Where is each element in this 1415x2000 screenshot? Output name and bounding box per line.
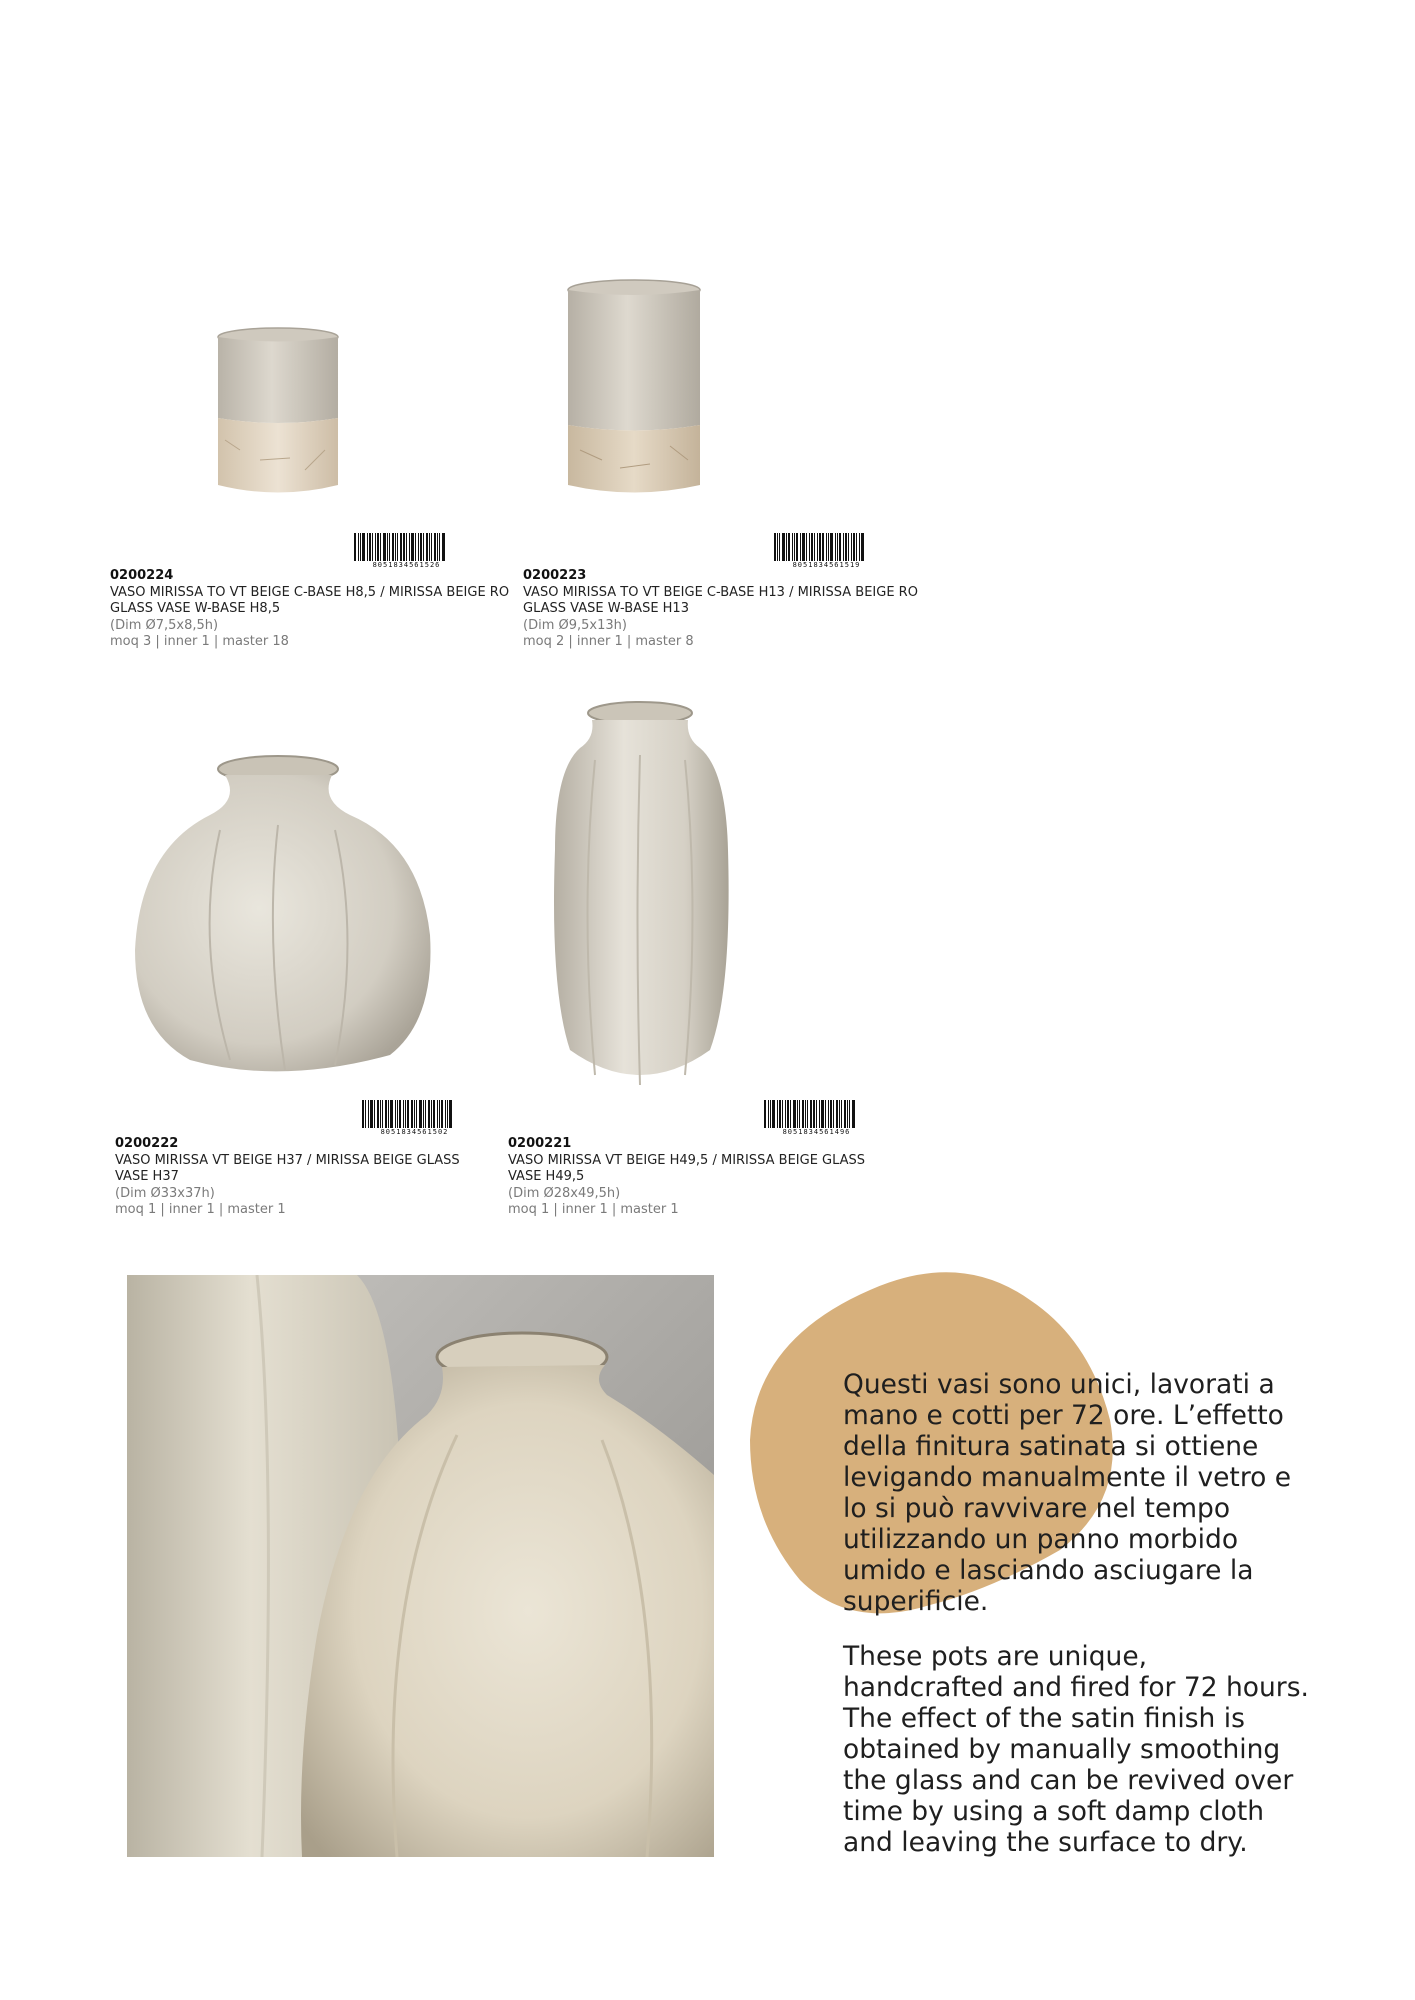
product-info	[508, 1136, 878, 1219]
barcode-0200223	[774, 533, 879, 569]
barcode-bar	[806, 533, 807, 561]
barcode-bar	[380, 1100, 381, 1128]
barcode-number: 8051834561519	[792, 561, 861, 569]
barcode-bar	[777, 1100, 778, 1128]
barcode-bar	[437, 1100, 438, 1128]
barcode-bar	[770, 1100, 771, 1128]
product-0200221[interactable]	[500, 690, 900, 1230]
barcode-bar	[805, 1100, 806, 1128]
barcode-bar	[813, 1100, 815, 1128]
description-english: These pots are unique, handcrafted and fired for 72 hours. The effect of the satin finish is obtained by manually smoothing the glass and can be revived over time by using a soft damp cloth and leaving the surface to dry.	[843, 1641, 1309, 1858]
product-info	[110, 568, 510, 651]
barcode-bar	[790, 1100, 791, 1128]
barcode-bar	[434, 533, 436, 561]
barcode-0200222	[362, 1100, 467, 1136]
barcode-bar	[377, 533, 379, 561]
barcode-bar	[354, 533, 356, 561]
barcode-bar	[397, 533, 398, 561]
product-code: 0200224	[110, 568, 174, 583]
product-packaging: moq 2 | inner 1 | master 8	[523, 634, 694, 649]
barcode-bar	[426, 533, 428, 561]
product-name: VASO MIRISSA VT BEIGE H49,5 / MIRISSA BEIGE GLASS VASE H49,5	[508, 1152, 866, 1184]
barcode-bar	[817, 533, 818, 561]
barcode-bar	[372, 533, 373, 561]
barcode-bar	[816, 1100, 817, 1128]
barcode-bar	[782, 1100, 783, 1128]
barcode-bar	[445, 1100, 446, 1128]
barcode-bars	[362, 1100, 467, 1128]
barcode-bar	[802, 1100, 804, 1128]
barcode-bar	[807, 1100, 808, 1128]
barcode-bar	[407, 1100, 409, 1128]
barcode-bar	[793, 1100, 796, 1128]
barcode-bar	[859, 533, 860, 561]
barcode-bar	[418, 533, 419, 561]
barcode-bar	[397, 1100, 398, 1128]
barcode-bar	[837, 533, 838, 561]
barcode-bar	[395, 1100, 396, 1128]
barcode-bar	[828, 533, 829, 561]
barcode-bar	[800, 533, 801, 561]
product-code: 0200221	[508, 1136, 572, 1151]
product-dimensions: (Dim Ø7,5x8,5h)	[110, 617, 219, 633]
barcode-bar	[370, 1100, 373, 1128]
barcode-bar	[425, 1100, 426, 1128]
barcode-bar	[411, 533, 414, 561]
barcode-bar	[423, 533, 424, 561]
barcode-bar	[841, 1100, 842, 1128]
barcode-bar	[839, 1100, 840, 1128]
barcode-bar	[383, 533, 386, 561]
barcode-bar	[828, 1100, 829, 1128]
barcode-bar	[429, 533, 430, 561]
barcode-bar	[825, 1100, 826, 1128]
barcode-bar	[787, 1100, 789, 1128]
barcode-bar	[845, 533, 847, 561]
barcode-bar	[409, 533, 410, 561]
lifestyle-photo-illustration	[127, 1275, 714, 1857]
barcode-bar	[439, 533, 440, 561]
barcode-bar	[785, 1100, 786, 1128]
barcode-bar	[385, 1100, 387, 1128]
barcode-bar	[431, 533, 432, 561]
vase-round-photo	[100, 730, 500, 1110]
barcode-bar	[411, 1100, 413, 1128]
barcode-bar	[792, 533, 793, 561]
barcode-bar	[447, 1100, 448, 1128]
barcode-bar	[428, 1100, 430, 1128]
barcode-bar	[794, 533, 795, 561]
barcode-bar	[847, 1100, 848, 1128]
barcode-bar	[382, 1100, 383, 1128]
barcode-0200221	[764, 1100, 869, 1136]
barcode-number: 8051834561496	[782, 1128, 851, 1136]
barcode-0200224	[354, 533, 459, 569]
barcode-bar	[362, 533, 365, 561]
barcode-bar	[799, 1100, 800, 1128]
product-0200223[interactable]	[510, 270, 918, 660]
barcode-bar	[416, 1100, 417, 1128]
barcode-bar	[360, 533, 361, 561]
barcode-bar	[851, 533, 852, 561]
barcode-bar	[406, 533, 407, 561]
barcode-bar	[772, 1100, 775, 1128]
product-0200222[interactable]	[100, 730, 500, 1230]
barcode-number: 8051834561502	[380, 1128, 449, 1136]
barcode-number: 8051834561526	[372, 561, 441, 569]
barcode-bar	[414, 1100, 415, 1128]
barcode-bar	[441, 1100, 443, 1128]
barcode-bar	[439, 1100, 440, 1128]
barcode-bars	[354, 533, 459, 561]
barcode-bar	[839, 533, 841, 561]
product-packaging: moq 3 | inner 1 | master 18	[110, 634, 289, 649]
vase-tall-photo	[500, 690, 900, 1110]
product-info	[523, 568, 923, 651]
description-italian: Questi vasi sono unici, lavorati a mano e cotti per 72 ore. L’effetto della finitura satinata si ottiene levigando manualmente il vetro e lo si può ravvivare nel tempo utilizzando un panno morbido umido e lasciando asciugare la superificie.	[843, 1369, 1292, 1617]
barcode-bar	[830, 533, 833, 561]
barcode-bar	[380, 533, 381, 561]
barcode-bar	[861, 533, 864, 561]
barcode-bar	[375, 533, 376, 561]
product-name: VASO MIRISSA TO VT BEIGE C-BASE H8,5 / MIRISSA BEIGE RO GLASS VASE W-BASE H8,5	[110, 584, 510, 616]
barcode-bar	[822, 533, 824, 561]
barcode-bar	[405, 1100, 406, 1128]
barcode-bar	[395, 533, 396, 561]
barcode-bar	[843, 533, 844, 561]
barcode-bar	[442, 533, 445, 561]
barcode-bar	[821, 1100, 824, 1128]
barcode-bar	[810, 1100, 812, 1128]
barcode-bar	[782, 533, 785, 561]
barcode-bar	[388, 1100, 389, 1128]
barcode-bar	[835, 533, 836, 561]
barcode-bar	[392, 533, 394, 561]
barcode-bar	[853, 533, 855, 561]
barcode-bars	[764, 1100, 869, 1128]
product-info	[115, 1136, 485, 1219]
barcode-bar	[779, 1100, 781, 1128]
barcode-bar	[403, 1100, 404, 1128]
vase-small-photo	[100, 300, 500, 530]
barcode-bar	[811, 533, 813, 561]
barcode-bar	[774, 533, 776, 561]
barcode-bar	[852, 1100, 855, 1128]
product-packaging: moq 1 | inner 1 | master 1	[508, 1202, 679, 1217]
product-dimensions: (Dim Ø28x49,5h)	[508, 1185, 621, 1201]
lifestyle-photo	[127, 1275, 714, 1857]
barcode-bar	[423, 1100, 424, 1128]
barcode-bar	[399, 1100, 401, 1128]
barcode-bar	[819, 1100, 820, 1128]
barcode-bar	[814, 533, 815, 561]
barcode-bars	[774, 533, 879, 561]
vase-medium-photo	[510, 270, 910, 520]
barcode-bar	[449, 1100, 452, 1128]
product-dimensions: (Dim Ø9,5x13h)	[523, 617, 627, 633]
barcode-bar	[433, 1100, 435, 1128]
barcode-bar	[777, 533, 778, 561]
barcode-bar	[390, 1100, 393, 1128]
barcode-bar	[419, 1100, 422, 1128]
barcode-bar	[779, 533, 780, 561]
barcode-bar	[788, 533, 790, 561]
barcode-bar	[836, 1100, 838, 1128]
barcode-bar	[420, 533, 422, 561]
barcode-bar	[365, 1100, 366, 1128]
product-name: VASO MIRISSA TO VT BEIGE C-BASE H13 / MIRISSA BEIGE RO GLASS VASE W-BASE H13	[523, 584, 918, 616]
barcode-bar	[387, 533, 388, 561]
barcode-bar	[374, 1100, 375, 1128]
product-packaging: moq 1 | inner 1 | master 1	[115, 1202, 286, 1217]
barcode-bar	[797, 1100, 798, 1128]
barcode-bar	[437, 533, 438, 561]
barcode-bar	[764, 1100, 766, 1128]
barcode-bar	[362, 1100, 364, 1128]
barcode-bar	[377, 1100, 379, 1128]
barcode-bar	[848, 533, 849, 561]
barcode-bar	[833, 1100, 834, 1128]
product-code: 0200222	[115, 1136, 179, 1151]
barcode-bar	[431, 1100, 432, 1128]
product-0200224[interactable]	[100, 300, 510, 660]
barcode-bar	[830, 1100, 832, 1128]
barcode-bar	[400, 533, 402, 561]
barcode-bar	[809, 533, 810, 561]
barcode-bar	[369, 533, 371, 561]
barcode-bar	[819, 533, 821, 561]
barcode-bar	[802, 533, 805, 561]
product-dimensions: (Dim Ø33x37h)	[115, 1185, 215, 1201]
barcode-bar	[358, 533, 359, 561]
barcode-bar	[368, 1100, 369, 1128]
barcode-bar	[844, 1100, 846, 1128]
barcode-bar	[415, 533, 416, 561]
barcode-bar	[768, 1100, 769, 1128]
barcode-bar	[856, 533, 857, 561]
barcode-bar	[403, 533, 405, 561]
product-name: VASO MIRISSA VT BEIGE H37 / MIRISSA BEIGE GLASS VASE H37	[115, 1152, 460, 1184]
barcode-bar	[367, 533, 368, 561]
barcode-bar	[849, 1100, 850, 1128]
barcode-bar	[786, 533, 787, 561]
barcode-bar	[796, 533, 798, 561]
product-code: 0200223	[523, 568, 587, 583]
barcode-bar	[389, 533, 390, 561]
barcode-bar	[826, 533, 827, 561]
